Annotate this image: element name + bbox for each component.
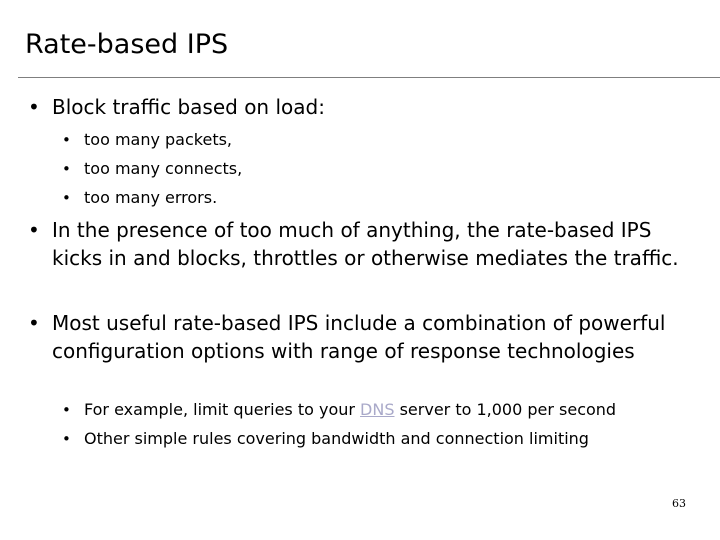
sub-bullet-text: too many connects, xyxy=(84,159,243,178)
bullet-icon: • xyxy=(62,160,71,178)
bullet-icon: • xyxy=(62,189,71,207)
page-number: 63 xyxy=(672,497,686,510)
sub-bullet-item xyxy=(62,129,702,151)
bullet-icon: • xyxy=(28,218,40,242)
bullet-text: Block traffic based on load: xyxy=(52,95,325,119)
sub-bullet-text xyxy=(84,399,702,421)
bullet-icon: • xyxy=(28,95,40,119)
bullet-icon: • xyxy=(28,311,40,335)
sub-bullet-item xyxy=(62,187,702,209)
title-divider xyxy=(18,77,720,78)
bullet-icon: • xyxy=(62,131,71,149)
sub-bullet-text: too many errors. xyxy=(84,188,218,207)
sub-bullet-item xyxy=(62,428,702,450)
sub-bullet-text: too many packets, xyxy=(84,130,233,149)
bullet-icon: • xyxy=(62,430,71,448)
bullet-item xyxy=(28,93,698,121)
sub-bullet-item xyxy=(62,399,702,421)
sub-bullet-text-before: For example, limit queries to your xyxy=(84,400,361,419)
sub-bullet-text: Other simple rules covering bandwidth and connection limiting xyxy=(84,429,589,448)
sub-bullet-text-after: server to 1,000 per second xyxy=(394,400,617,419)
bullet-item xyxy=(28,216,698,272)
sub-bullet-item xyxy=(62,158,702,180)
bullet-icon: • xyxy=(62,401,71,419)
bullet-item xyxy=(28,309,698,365)
bullet-text: In the presence of too much of anything, the rate-based IPS kicks in and blocks, throttles or otherwise mediates the traffic. xyxy=(52,218,679,270)
bullet-text: Most useful rate-based IPS include a combination of powerful configuration options with range of response technologies xyxy=(52,311,666,363)
slide-title: Rate-based IPS xyxy=(25,29,229,60)
dns-link[interactable]: DNS xyxy=(360,400,395,419)
